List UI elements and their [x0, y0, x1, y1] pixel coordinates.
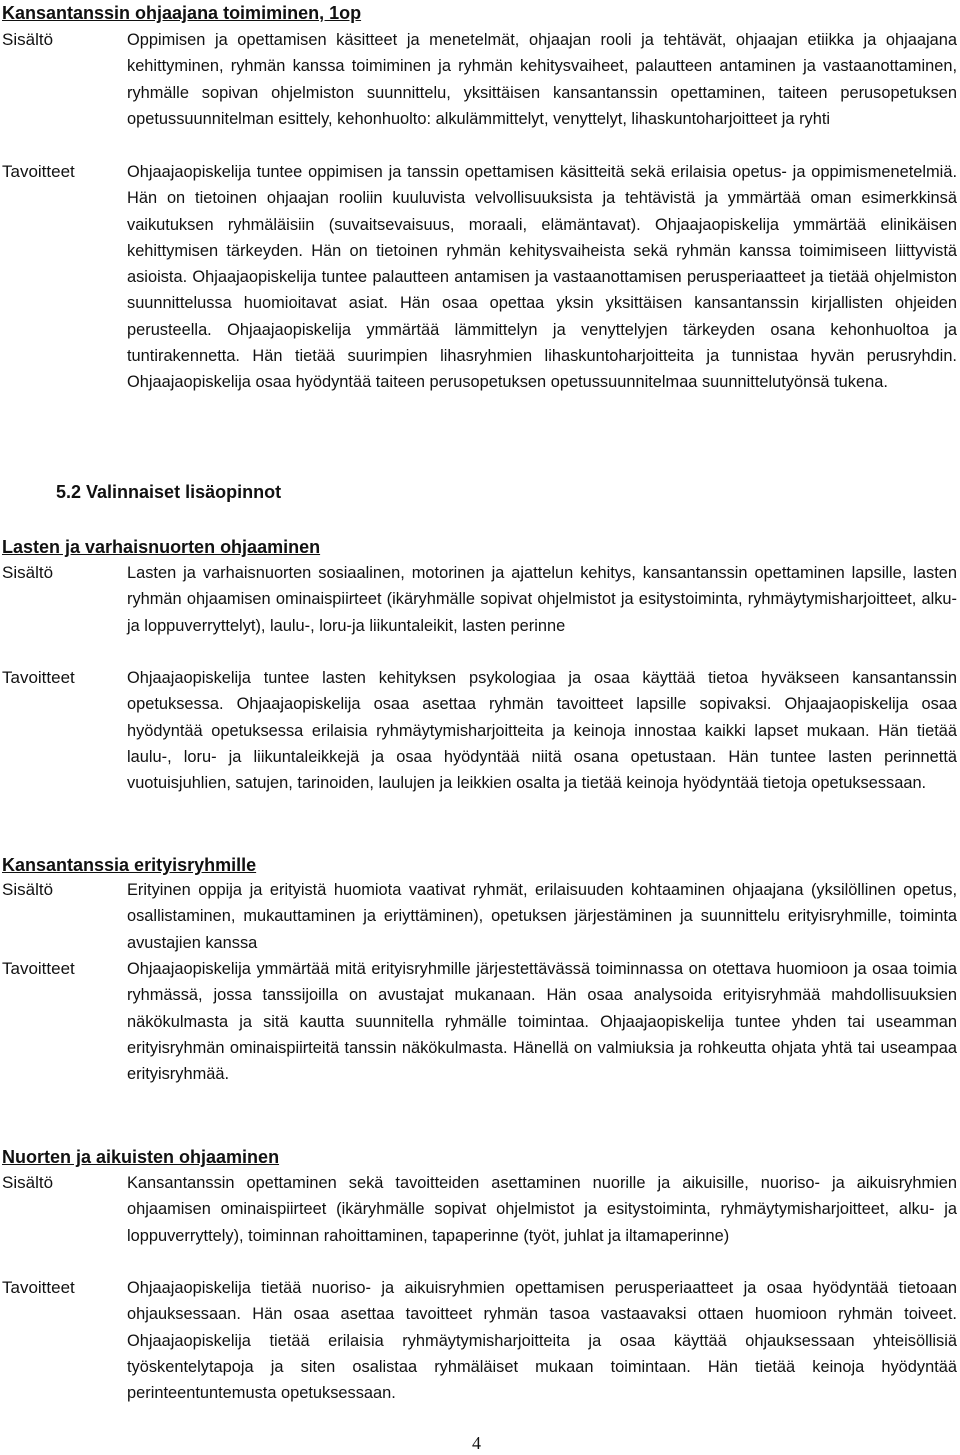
section-heading: 5.2 Valinnaiset lisäopinnot [56, 482, 282, 502]
content-label: Sisältö [2, 880, 54, 899]
content-text: Erityinen oppija ja erityistä huomiota vaativat ryhmät, erilaisuuden kohtaaminen ohjaajana (yksilöllinen opetus, osallistaminen, mukauttaminen ja eriyttäminen), opetuksen järjestäminen ja suunnittelu erityisryhmille, toiminta avustajien kanssa [127, 881, 957, 952]
content-text: Kansantanssin opettaminen sekä tavoitteiden asettaminen nuorille ja aikuisille, nuoriso- ja aikuisryhmien ohjaamisen ominaispiirteet (ikäryhmälle sopivat ohjelmistot ja esitystoiminta, ryhmäytymisharjoitteet, alku- ja loppuverryttely), toiminnan rahoittaminen, tapaperinne (työt, juhlat ja iltamaperinne) [127, 1174, 957, 1245]
content-text: Lasten ja varhaisnuorten sosiaalinen, motorinen ja ajattelun kehitys, kansantanssin opettaminen lapsille, lasten ryhmän ohjaamisen ominaispiirteet (ikäryhmälle sopivat ohjelmistot ja esitystoiminta, ryhmäytymisharjoitteet, alku- ja loppuverryttelyt), laulu-, loru-ja liikuntaleikit, lasten perinne [127, 564, 957, 635]
course-title: Nuorten ja aikuisten ohjaaminen [2, 1147, 280, 1167]
content-label: Sisältö [2, 30, 54, 49]
goals-label: Tavoitteet [2, 668, 75, 687]
goals-label: Tavoitteet [2, 162, 75, 181]
goals-text: Ohjaajaopiskelija ymmärtää mitä erityisryhmille järjestettävässä toiminnassa on otettava huomioon ja osaa toimia ryhmässä, jossa tanssijoilla on avustajat mukanaan. Hän osaa analysoida erityisryhmää mahdollisuuksien näkökulmasta ja sitä kautta suunnitella ryhmälle toimintaa. Ohjaajaopiskelija tuntee yhden tai useamman erityisryhmän ominaispiirteitä tanssin näkökulmasta. Hänellä on valmiuksia ja rohkeutta ohjata yhtä tai useampaa erityisryhmää. [127, 960, 957, 1084]
content-text: Oppimisen ja opettamisen käsitteet ja menetelmät, ohjaajan rooli ja tehtävät, ohjaajan etiikka ja ohjaajana kehittyminen, ryhmän kanssa toimiminen ja ryhmän kehitysvaiheet, palautteen antaminen ja vastaanottaminen, ryhmälle sopivan ohjelmiston suunnittelu, yksittäisen kansantanssin opettaminen, taiteen perusopetuksen opetussuunnitelman esittely, kehonhuolto: alkulämmittelyt, venyttelyt, lihaskuntoharjoitteet ja ryhti [127, 31, 957, 128]
goals-text: Ohjaajaopiskelija tuntee oppimisen ja tanssin opettamisen käsitteitä sekä erilaisia opetus- ja oppimismenetelmiä. Hän on tietoinen ohjaajan rooliin kuuluvista velvollisuuksista ja tehtävistä ja ymmärtää oman esimerkkinsä vaikutuksen ryhmäläisiin (suvaitsevaisuus, moraali, elämäntavat). Ohjaajaopiskelija ymmärtää elinikäisen kehittymisen tärkeyden. Hän on tietoinen ryhmän kehitysvaiheista sekä ryhmän kanssa toimimiseen liittyvistä asioista. Ohjaajaopiskelija tuntee palautteen antamisen ja vastaanottamisen perusperiaatteet ja tietää ohjelmiston suunnittelussa huomioitavat asiat. Hän osaa opettaa yksin yksittäisen kansantanssin kirjallisten ohjeiden perusteella. Ohjaajaopiskelija ymmärtää lämmittelyn ja venyttelyjen tärkeyden osana kehonhuoltoa ja tuntirakennetta. Hän tietää suurimpien lihasryhmien lihaskuntoharjoitteita ja tunnistaa hyvän perusryhdin. Ohjaajaopiskelija osaa hyödyntää taiteen perusopetuksen opetussuunnitelmaa suunnittelutyönsä tukena. [127, 163, 957, 392]
content-label: Sisältö [2, 563, 54, 582]
course-title: Kansantanssin ohjaajana toimiminen, 1op [2, 3, 362, 23]
course-title: Lasten ja varhaisnuorten ohjaaminen [2, 537, 321, 557]
goals-label: Tavoitteet [2, 959, 75, 978]
page-number: 4 [472, 1433, 481, 1453]
goals-label: Tavoitteet [2, 1278, 75, 1297]
goals-text: Ohjaajaopiskelija tietää nuoriso- ja aikuisryhmien opettamisen perusperiaatteet ja osaa hyödyntää tietoaan ohjauksessaan. Hän osaa asettaa tavoitteet ryhmän tasoa vastaavaksi ottaen huomioon ryhmän toiveet. Ohjaajaopiskelija tietää erilaisia ryhmäytymisharjoitteita ja osaa käyttää ohjauksessaan yhteisöllisiä työskentelytapoja ja siten osalistaa ryhmäläiset mukaan toimintaan. Hän tietää keinoja hyödyntää perinteentuntemusta opetuksessaan. [127, 1279, 957, 1403]
content-label: Sisältö [2, 1173, 54, 1192]
course-title: Kansantanssia erityisryhmille [2, 855, 257, 875]
goals-text: Ohjaajaopiskelija tuntee lasten kehityksen psykologiaa ja osaa käyttää tietoa hyväkseen kansantanssin opetuksessa. Ohjaajaopiskelija osaa asettaa ryhmän tavoitteet lapsille sopivaksi. Ohjaajaopiskelija osaa hyödyntää opetuksessa erilaisia ryhmäytymisharjoitteita ja keinoja innostaa kaikki lapset mukaan. Hän tietää laulu-, loru- ja liikuntaleikkejä ja osaa hyödyntää niitä osana opetustaan. Hän tuntee lasten perinnettä vuotuisjuhlien, satujen, tarinoiden, laulujen ja leikkien osalta ja tietää keinoja hyödyntää tietoja opetuksessaan. [127, 669, 957, 793]
